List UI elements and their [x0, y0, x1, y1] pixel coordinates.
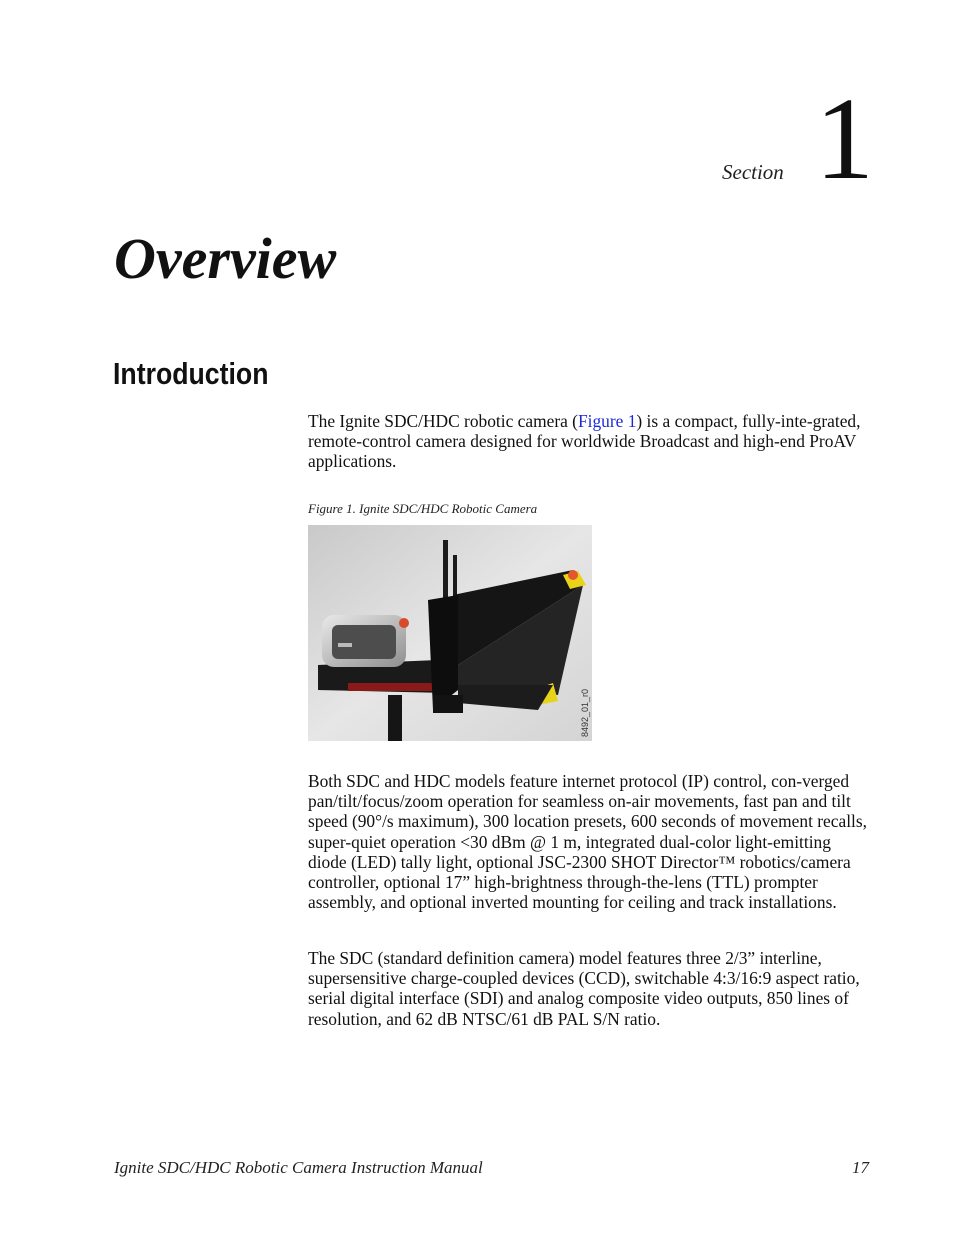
intro-text-before-link: The Ignite SDC/HDC robotic camera (: [308, 411, 578, 431]
sdc-model-paragraph: The SDC (standard definition camera) model features three 2/3” interline, supersensitive charge-coupled devices (CCD), switchable 4:3/16:9 aspect ratio, serial digital interface (SDI) and analog composite video outputs, 850 lines of resolution, and 62 dB NTSC/61 dB PAL S/N ratio.: [308, 948, 860, 1029]
footer-manual-title: Ignite SDC/HDC Robotic Camera Instruction Manual: [114, 1158, 483, 1177]
figure-1-link[interactable]: Figure 1: [577, 411, 637, 431]
robotic-camera-illustration: [308, 525, 592, 741]
section-heading-introduction: Introduction: [113, 356, 269, 391]
figure-id-text: 8492_01_r0: [580, 688, 590, 737]
footer-page-number: 17: [852, 1158, 869, 1177]
page-title: Overview: [114, 226, 337, 291]
figure-caption: Figure 1. Ignite SDC/HDC Robotic Camera: [308, 501, 538, 516]
section-label: Section: [722, 160, 784, 184]
figure-image: [308, 525, 592, 741]
intro-paragraph: [308, 411, 873, 472]
section-number: 1: [815, 73, 874, 204]
intro-text-after-link: ) is a compact, fully-inte-grated, remote-control camera designed for worldwide Broadcast and high-end ProAV applications.: [308, 411, 861, 472]
features-paragraph: Both SDC and HDC models feature internet protocol (IP) control, con-verged pan/tilt/focus/zoom operation for seamless on-air movements, fast pan and tilt speed (90°/s maximum), 300 location presets, 600 seconds of movement recalls, super-quiet operation <30 dBm @ 1 m, integrated dual-color light-emitting diode (LED) tally light, optional JSC-2300 SHOT Director™ robotics/camera controller, optional 17” high-brightness through-the-lens (TTL) prompter assembly, and optional inverted mounting for ceiling and track installations.: [308, 771, 867, 913]
